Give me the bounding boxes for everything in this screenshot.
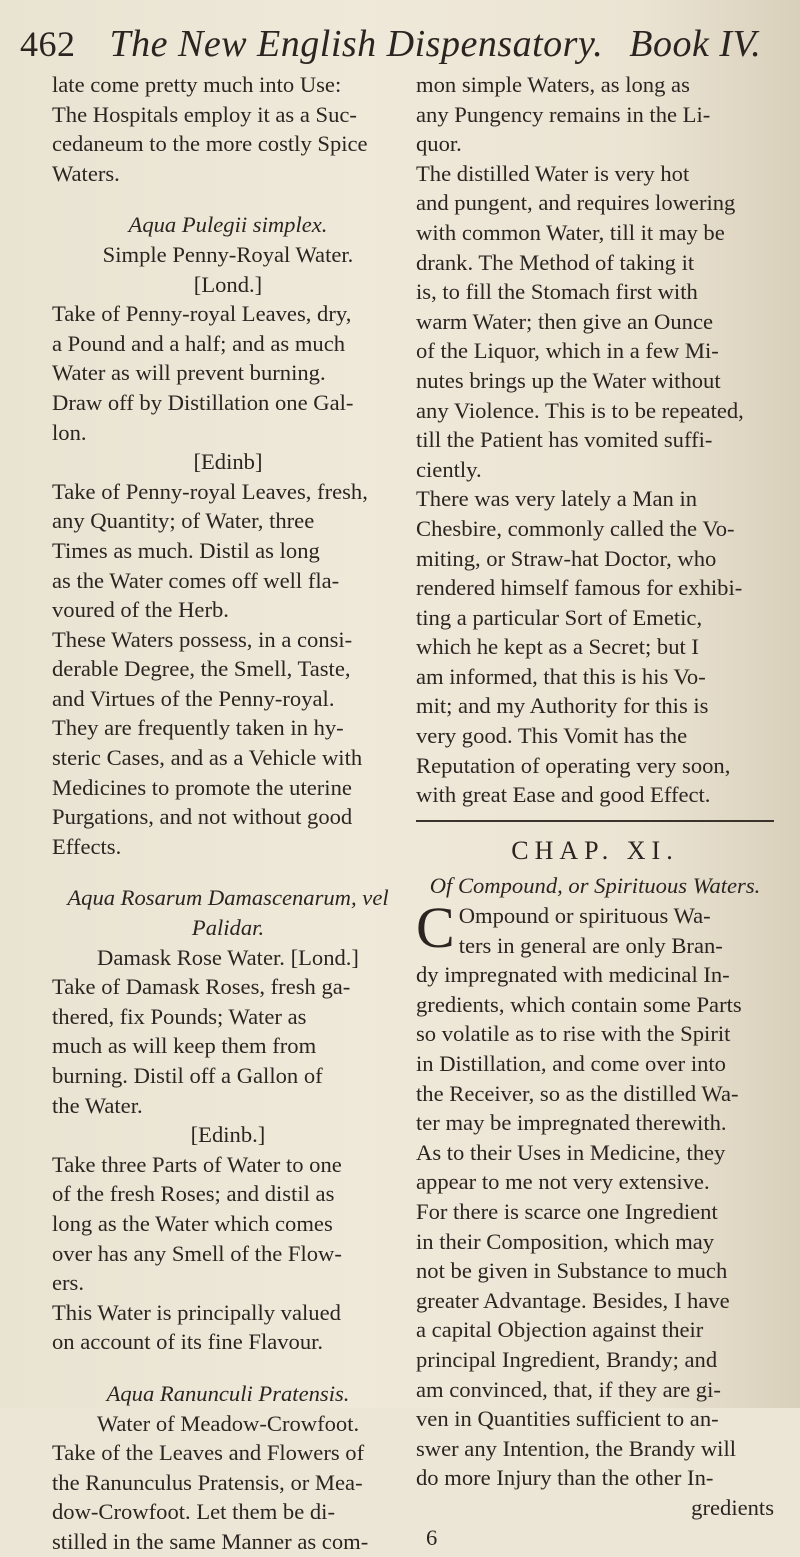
text-line: so volatile as to rise with the Spirit [416, 1021, 731, 1047]
text-line: with great Ease and good Effect. [416, 782, 711, 808]
section-title [52, 270, 404, 300]
paragraph [416, 70, 774, 810]
text-line: miting, or Straw-hat Doctor, who [416, 545, 717, 571]
text-line: [Lond.] [193, 271, 263, 297]
text-line: Take of Penny-royal Leaves, dry, [52, 301, 352, 327]
text-line: Aqua Ranunculi Pratensis. [106, 1380, 350, 1406]
text-line: lon. [52, 419, 87, 445]
section-title [52, 1409, 404, 1439]
text-line: with common Water, till it may be [416, 219, 725, 245]
text-line: derable Degree, the Smell, Taste, [52, 656, 351, 682]
text-line: till the Patient has vomited suffi- [416, 427, 713, 453]
book-label: Book IV. [629, 23, 762, 65]
text-line: [Edinb.] [190, 1122, 266, 1148]
text-line: principal Ingredient, Brandy; and [416, 1346, 718, 1372]
text-line: of the fresh Roses; and distil as [52, 1181, 335, 1207]
text-line: Chesbire, commonly called the Vo- [416, 515, 735, 541]
paragraph [52, 70, 404, 188]
text-line: ting a particular Sort of Emetic, [416, 604, 703, 630]
text-line: Purgations, and not without good [52, 804, 353, 830]
text-line: and Virtues of the Penny-royal. [52, 685, 335, 711]
text-line: do more Injury than the other In- [416, 1465, 714, 1491]
chapter-rule [416, 820, 774, 822]
section-title [52, 240, 404, 270]
text-line: gredients [691, 1494, 774, 1520]
running-title: The New English Dispensatory. [109, 23, 604, 65]
text-line: steric Cases, and as a Vehicle with [52, 745, 363, 771]
text-line: swer any Intention, the Brandy will [416, 1435, 737, 1461]
text-line: Simple Penny-Royal Water. [102, 241, 354, 267]
text-line: 6 [426, 1524, 438, 1550]
text-line: As to their Uses in Medicine, they [416, 1139, 726, 1165]
text-line: dy impregnated with medicinal In- [416, 962, 730, 988]
text-line: is, to fill the Stomach first with [416, 279, 698, 305]
text-line: They are frequently taken in hy- [52, 715, 344, 741]
text-line: appear to me not very extensive. [416, 1169, 710, 1195]
text-line: Take of Damask Roses, fresh ga- [52, 974, 351, 1000]
drop-cap: C [416, 895, 455, 961]
text-line: nutes brings up the Water without [416, 367, 721, 393]
section-title [52, 943, 404, 973]
text-line: ciently. [416, 456, 482, 482]
text-line: The distilled Water is very hot [416, 160, 690, 186]
text-line: of the Liquor, which in a few Mi- [416, 338, 719, 364]
text-line: drank. The Method of taking it [416, 249, 695, 275]
text-line: a Pound and a half; and as much [52, 330, 346, 356]
text-line: Draw off by Distillation one Gal- [52, 389, 354, 415]
text-line: which he kept as a Secret; but I [416, 634, 699, 660]
text-line: There was very lately a Man in [416, 486, 698, 512]
text-line: Take three Parts of Water to one [52, 1151, 342, 1177]
text-line: the Water. [52, 1092, 143, 1118]
spacer [52, 188, 404, 210]
text-line: Waters. [52, 160, 120, 186]
text-line: quor. [416, 131, 462, 157]
page-number: 462 [20, 24, 76, 64]
text-line: am informed, that this is his Vo- [416, 663, 706, 689]
text-line: burning. Distil off a Gallon of [52, 1063, 323, 1088]
right-column [416, 70, 774, 1552]
text-line: Damask Rose Water. [Lond.] [97, 944, 359, 970]
text-line: as the Water comes off well fla- [52, 567, 340, 593]
text-line: stilled in the same Manner as com- [52, 1528, 369, 1554]
paragraph [52, 477, 404, 862]
text-line: late come pretty much into Use: [52, 72, 342, 97]
text-line: very good. This Vomit has the [416, 723, 688, 749]
text-line: greater Advantage. Besides, I have [416, 1287, 730, 1313]
text-line: Medicines to promote the uterine [52, 774, 352, 800]
text-line: dow-Crowfoot. Let them be di- [52, 1499, 335, 1525]
spacer [52, 1357, 404, 1379]
text-line: much as will keep them from [52, 1033, 317, 1059]
text-line: a capital Objection against their [416, 1317, 704, 1343]
text-line: in their Composition, which may [416, 1228, 715, 1254]
text-line: warm Water; then give an Ounce [416, 308, 714, 334]
catchword [416, 1493, 774, 1523]
chapter-heading [416, 836, 774, 866]
paragraph [52, 972, 404, 1120]
signature-mark [426, 1523, 774, 1553]
text-line: am convinced, that, if they are gi- [416, 1376, 721, 1402]
left-column [52, 70, 404, 1557]
text-line: rendered himself famous for exhibi- [416, 575, 743, 601]
text-line: ter may be impregnated therewith. [416, 1110, 727, 1136]
text-line: any Quantity; of Water, three [52, 508, 315, 534]
text-line: over has any Smell of the Flow- [52, 1240, 342, 1266]
text-line: on account of its fine Flavour. [52, 1329, 324, 1355]
latin-title [52, 883, 404, 942]
text-line: mon simple Waters, as long as [416, 72, 690, 97]
text-line: Take of Penny-royal Leaves, fresh, [52, 478, 368, 504]
text-line: Ompound or spirituous Wa- [458, 903, 711, 929]
section-title [52, 1120, 404, 1150]
text-line: any Pungency remains in the Li- [416, 101, 711, 127]
text-line: the Receiver, so as the distilled Wa- [416, 1080, 739, 1106]
running-header [20, 22, 786, 68]
text-line: The Hospitals employ it as a Suc- [52, 101, 357, 127]
latin-title [52, 1379, 404, 1409]
text-line: gredients, which contain some Parts [416, 991, 742, 1017]
text-line: For there is scarce one Ingredient [416, 1198, 718, 1224]
text-line: Effects. [52, 833, 122, 859]
text-line: Aqua Rosarum Damascenarum, vel [67, 885, 389, 911]
text-line: Take of the Leaves and Flowers of [52, 1440, 365, 1466]
text-line: This Water is principally valued [52, 1299, 341, 1325]
text-line: mit; and my Authority for this is [416, 693, 709, 719]
paragraph [416, 895, 774, 1493]
text-line: Water of Meadow-Crowfoot. [96, 1410, 360, 1436]
text-line: Palidar. [191, 915, 265, 941]
text-line: ven in Quantities sufficient to an- [416, 1406, 719, 1432]
text-line: Aqua Pulegii simplex. [128, 212, 328, 238]
paragraph [52, 1150, 404, 1357]
text-line: [Edinb] [193, 449, 263, 475]
text-line: and pungent, and requires lowering [416, 190, 736, 216]
latin-title [52, 210, 404, 240]
spacer [52, 861, 404, 883]
text-line: thered, fix Pounds; Water as [52, 1003, 307, 1029]
paragraph [52, 299, 404, 447]
text-line: voured of the Herb. [52, 597, 229, 623]
text-line: These Waters possess, in a consi- [52, 626, 353, 652]
text-line: Water as will prevent burning. [52, 360, 326, 386]
text-line: ers. [52, 1270, 84, 1296]
text-line: Times as much. Distil as long [52, 537, 320, 563]
text-line: ters in general are only Bran- [458, 932, 723, 958]
text-line: long as the Water which comes [52, 1210, 333, 1236]
section-title [52, 447, 404, 477]
text-line: cedaneum to the more costly Spice [52, 131, 368, 157]
text-line: in Distillation, and come over into [416, 1051, 726, 1076]
text-line: CHAP. XI. [511, 835, 679, 865]
paragraph [52, 1438, 404, 1556]
text-line: not be given in Substance to much [416, 1258, 728, 1284]
text-line: the Ranunculus Pratensis, or Mea- [52, 1469, 363, 1495]
latin-title [416, 871, 774, 901]
text-line: any Violence. This is to be repeated, [416, 397, 744, 423]
text-line: Of Compound, or Spirituous Waters. [429, 873, 761, 899]
text-line: Reputation of operating very soon, [416, 752, 731, 778]
